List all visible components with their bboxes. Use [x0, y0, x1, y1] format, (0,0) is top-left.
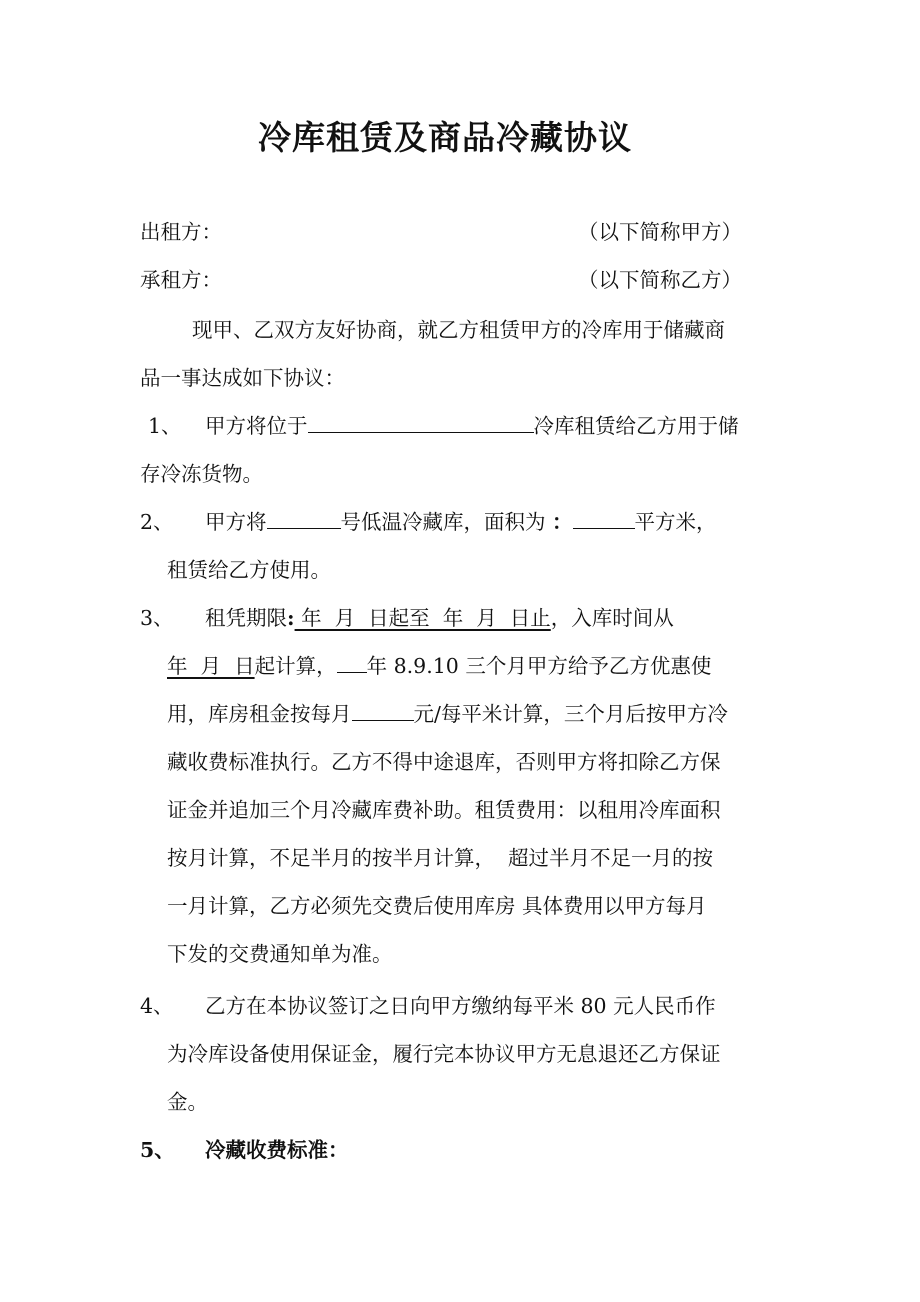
clause-3-post-2a: 起计算，: [254, 654, 337, 678]
clause-3-line-1: [205, 604, 674, 632]
clause-5-label: 冷藏收费标准：: [205, 1138, 349, 1162]
lessee-alias: （以下简称乙方）: [578, 268, 742, 292]
clause-3-line-4: 藏收费标准执行。乙方不得中途退库，否则甲方将扣除乙方保: [167, 750, 721, 774]
clause-2-mid: 号低温冷藏库，面积为: [340, 510, 546, 534]
clause-2-line-1: [205, 508, 717, 536]
clause-3-line-8: 下发的交费通知单为准。: [167, 942, 393, 966]
lessor-alias: （以下简称甲方）: [578, 220, 742, 244]
clause-1-post: 冷库租赁给乙方用于储: [533, 414, 739, 438]
clause-3-line-3: [167, 700, 728, 728]
clause-3-label: 租凭期限: [205, 606, 287, 630]
clause-3-post-1: ，入库时间从: [550, 606, 674, 630]
storage-start-date: 年 月 日: [167, 654, 255, 678]
document-title: 冷库租赁及商品冷藏协议: [258, 118, 632, 157]
clause-3-post-2b: 年 8.9.10 三个月甲方给予乙方优惠使: [366, 654, 712, 678]
location-blank: [308, 412, 534, 433]
year-blank: [337, 652, 367, 673]
clause-3-line-2: [167, 652, 711, 680]
clause-4-line-1: 乙方在本协议签订之日向甲方缴纳每平米 80 元人民币作: [205, 994, 716, 1018]
clause-3-line-7: 一月计算，乙方必须先交费后使用库房 具体费用以甲方每月: [167, 894, 707, 918]
clause-3-l3-post: 元/每平米计算，三个月后按甲方冷: [413, 702, 728, 726]
clause-1-line-1: [205, 412, 739, 440]
intro-line-2: 品一事达成如下协议：: [140, 366, 345, 390]
clause-3-line-5: 证金并追加三个月冷藏库费补助。租赁费用：以租用冷库面积: [167, 798, 721, 822]
lessor-label: 出租方：: [140, 220, 222, 244]
clause-4-number: 4、: [140, 994, 174, 1018]
lessee-label: 承租方：: [140, 268, 222, 292]
clause-4-line-2: 为冷库设备使用保证金，履行完本协议甲方无息退还乙方保证: [167, 1042, 721, 1066]
area-blank: [573, 508, 635, 529]
clause-2-colon: ：: [552, 510, 573, 534]
clause-2-post: 平方米，: [634, 510, 717, 534]
clause-1-number: 1、: [148, 414, 182, 438]
lease-period: 年 月 日起至 年 月 日止: [294, 606, 551, 630]
rent-blank: [352, 700, 414, 721]
clause-1-pre: 甲方将位于: [205, 414, 308, 438]
clause-5-number: 5、: [140, 1138, 175, 1162]
clause-3-l3-pre: 用，库房租金按每月: [167, 702, 352, 726]
clause-3-colon: :: [287, 606, 295, 630]
clause-2-number: 2、: [140, 510, 174, 534]
clause-2-pre: 甲方将: [205, 510, 267, 534]
clause-1-line-2: 存冷冻货物。: [140, 462, 263, 486]
warehouse-number-blank: [267, 508, 341, 529]
clause-3-line-6: 按月计算，不足半月的按半月计算， 超过半月不足一月的按: [167, 846, 714, 870]
clause-2-line-2: 租赁给乙方使用。: [167, 558, 331, 582]
clause-3-number: 3、: [140, 606, 174, 630]
clause-4-line-3: 金。: [167, 1090, 208, 1114]
intro-line-1: 现甲、乙双方友好协商，就乙方租赁甲方的冷库用于储藏商: [192, 318, 725, 342]
